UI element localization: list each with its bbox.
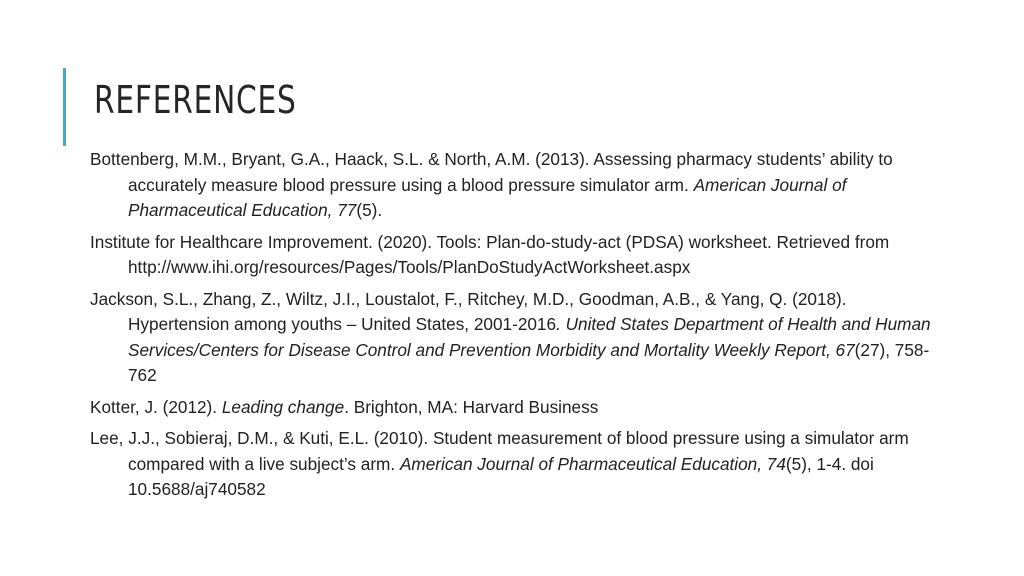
reference-text: Bottenberg, M.M., Bryant, G.A., Haack, S.L. & North, A.M. (2013). Assessing pharmacy students’ ability to accurately measure blood pressure using a blood pressure simulator arm. — [90, 149, 893, 195]
reference-text-tail: (5). — [356, 200, 383, 220]
reference-source-italic: American Journal of Pharmaceutical Education, 77 — [128, 174, 847, 220]
reference-source-italic: . United States Department of Health and Human Services/Centers for Disease Control and Prevention Morbidity and Mortality Weekly Report, 67 — [128, 314, 931, 360]
reference-list — [90, 147, 950, 509]
reference-item — [90, 426, 950, 503]
slide-title: REFERENCES — [94, 78, 297, 122]
reference-item — [90, 287, 950, 389]
reference-item — [90, 230, 950, 281]
reference-text-tail: (27), 758-762 — [128, 339, 930, 385]
reference-item — [90, 395, 950, 421]
reference-text: Kotter, J. (2012). — [90, 396, 222, 417]
reference-text-tail: (5), 1-4. doi 10.5688/aj740582 — [128, 453, 874, 499]
reference-item — [90, 147, 950, 224]
reference-text: Lee, J.J., Sobieraj, D.M., & Kuti, E.L. (2010). Student measurement of blood pressure using a simulator arm compared with a live subject’s arm. — [90, 428, 909, 474]
title-accent-bar — [63, 68, 66, 146]
reference-source-italic: American Journal of Pharmaceutical Education, 74 — [399, 453, 786, 474]
reference-text: Institute for Healthcare Improvement. (2020). Tools: Plan-do-study-act (PDSA) worksheet. Retrieved from http://www.ihi.org/resources/Pages/Tools/PlanDoStudyActWorksheet.aspx — [90, 231, 890, 277]
reference-text: Jackson, S.L., Zhang, Z., Wiltz, J.I., Loustalot, F., Ritchey, M.D., Goodman, A.B., & Yang, Q. (2018). Hypertension among youths – United States, 2001-2016 — [90, 288, 847, 334]
reference-text-tail: . Brighton, MA: Harvard Business — [344, 396, 599, 417]
reference-source-italic: Leading change — [221, 396, 345, 417]
